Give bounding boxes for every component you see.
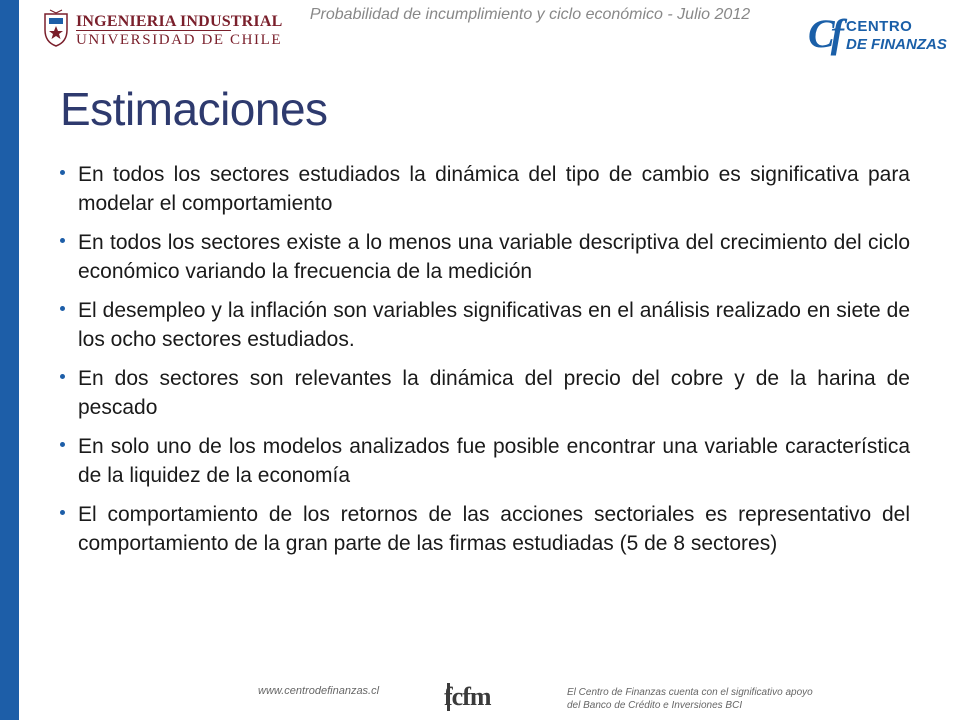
bullet-text: El comportamiento de los retornos de las acciones sectoriales es representativo del comportamiento de la gran parte de las firmas estudiadas (5 de 8 sectores) bbox=[78, 503, 910, 555]
presentation-title: Probabilidad de incumplimiento y ciclo económico - Julio 2012 bbox=[309, 6, 751, 23]
bullet-dot-icon bbox=[60, 170, 65, 175]
left-accent-bar bbox=[0, 0, 19, 720]
cf-name-line1: CENTRO bbox=[846, 18, 913, 35]
slide-title: Estimaciones bbox=[60, 83, 328, 135]
bullet-text: En todos los sectores existe a lo menos una variable descriptiva del crecimiento del ciclo económico variando la frecuencia de la medición bbox=[78, 231, 910, 283]
universidad-de-chile-logo bbox=[42, 8, 283, 50]
footer-sponsor-note: El Centro de Finanzas cuenta con el significativo apoyo del Banco de Crédito e Inversiones BCI bbox=[567, 687, 813, 711]
bullet-text: El desempleo y la inflación son variables significativas en el análisis realizado en siete de los ocho sectores estudiados. bbox=[78, 299, 910, 351]
bullet-dot-icon bbox=[60, 238, 65, 243]
bullet-list bbox=[60, 160, 910, 568]
bullet-item bbox=[60, 160, 910, 218]
cf-monogram: Cf bbox=[808, 11, 840, 56]
university-crest-icon bbox=[42, 8, 70, 48]
bullet-item bbox=[60, 296, 910, 354]
bullet-text: En todos los sectores estudiados la dinámica del tipo de cambio es significativa para modelar el comportamiento bbox=[78, 163, 910, 215]
fcfm-logo: fcfm bbox=[444, 682, 491, 711]
bullet-dot-icon bbox=[60, 306, 65, 311]
bullet-item bbox=[60, 500, 910, 558]
university-name: UNIVERSIDAD DE CHILE bbox=[76, 32, 283, 48]
bullet-item bbox=[60, 364, 910, 422]
bullet-text: En solo uno de los modelos analizados fue posible encontrar una variable característica de la liquidez de la economía bbox=[78, 435, 910, 487]
bullet-dot-icon bbox=[60, 442, 65, 447]
cf-name-line2: DE FINANZAS bbox=[846, 36, 947, 53]
university-department-name: INGENIERIA INDUSTRIAL bbox=[76, 13, 283, 30]
bullet-dot-icon bbox=[60, 510, 65, 515]
footer-website-link[interactable]: www.centrodefinanzas.cl bbox=[258, 685, 380, 697]
university-logo-divider bbox=[76, 30, 231, 31]
bullet-item bbox=[60, 432, 910, 490]
bullet-dot-icon bbox=[60, 374, 65, 379]
bullet-text: En dos sectores son relevantes la dinámica del precio del cobre y de la harina de pescado bbox=[78, 367, 910, 419]
bullet-item bbox=[60, 228, 910, 286]
centro-de-finanzas-logo bbox=[808, 11, 947, 58]
